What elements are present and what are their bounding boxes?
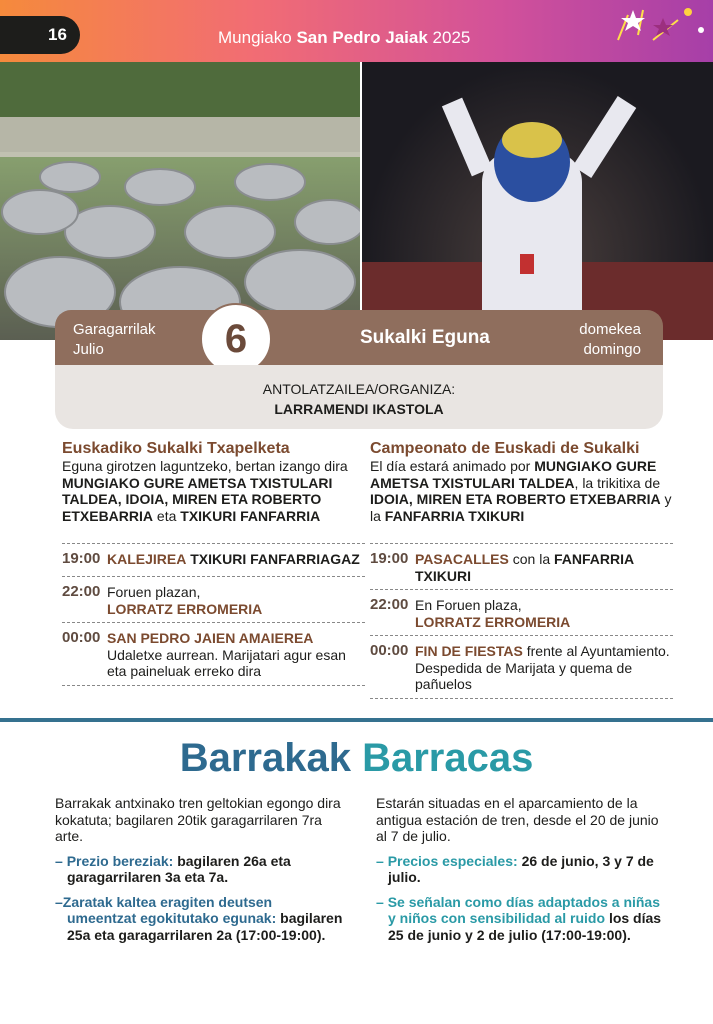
cooking-pots-illustration: [0, 62, 360, 340]
schedule-row: 00:00 SAN PEDRO JAIEN AMAIEREA Udaletxe aurrean. Marijatari agur esan eta paineluak erreko dira: [62, 622, 365, 686]
photo-mascot-on-stage: [362, 62, 713, 340]
schedule-spanish: [370, 543, 673, 699]
section-heading: Campeonato de Euskadi de Sukalki: [370, 440, 640, 457]
header-title: Mungiako San Pedro Jaiak 2025: [218, 28, 471, 47]
list-item: –Zaratak kaltea eragiten deutsen umeentzat egokitutako egunak: bagilaren 25a eta garagarrilaren 2a (17:00-19:00).: [55, 893, 343, 943]
program-basque: [62, 440, 365, 524]
schedule-row: 22:00 Foruen plazan, LORRATZ ERROMERIA: [62, 576, 365, 622]
page-number: 16: [0, 16, 80, 54]
header-bar: [0, 0, 713, 62]
barracas-title: Barrakak Barracas: [179, 736, 534, 780]
firework-star-icon: [593, 0, 713, 62]
schedule-row: 00:00 FIN DE FIESTAS frente al Ayuntamiento. Despedida de Marijata y quema de pañuelos: [370, 635, 673, 699]
schedule-basque: [62, 543, 365, 686]
list-item: – Precios especiales: 26 de junio, 3 y 7 de julio.: [376, 852, 654, 885]
list-item: – Se señalan como días adaptados a niñas y niños con sensibilidad al ruido los días 25 de junio y 2 de julio (17:00-19:00).: [376, 893, 662, 943]
weekday-label: domekea domingo: [579, 321, 641, 358]
barracas-intro: Estarán situadas en el aparcamiento de la antigua estación de tren, desde el 20 de junio al 7 de julio.: [376, 795, 659, 844]
intro-text: Eguna girotzen laguntzeko, bertan izango dira MUNGIAKO GURE AMETSA TXISTULARI TALDEA, IDOIA, MIREN ETA ROBERTO ETXEBARRIA eta TXIKURI FANFARRIA: [62, 458, 348, 524]
section-divider: [0, 718, 713, 722]
list-item: – Prezio bereziak: bagilaren 26a eta garagarrilaren 3a eta 7a.: [55, 852, 291, 885]
organizer-box: ANTOLATZAILEA/ORGANIZA: LARRAMENDI IKASTOLA: [55, 365, 663, 429]
program-spanish: [370, 440, 673, 524]
day-name: Sukalki Eguna: [360, 327, 490, 348]
day-number: 6: [200, 303, 272, 375]
section-heading: Euskadiko Sukalki Txapelketa: [62, 440, 290, 457]
event-band: [55, 310, 663, 365]
barracas-intro: Barrakak antxinako tren geltokian egongo dira kokatuta; bagilaren 20tik garagarrilaren 7ra arte.: [55, 795, 341, 844]
schedule-row: 22:00 En Foruen plaza, LORRATZ ERROMERIA: [370, 589, 673, 635]
barracas-spanish: [376, 795, 666, 951]
mascot-illustration: [362, 62, 713, 340]
month-label: Garagarrilak Julio: [73, 321, 156, 358]
schedule-row: 19:00 KALEJIREA TXIKURI FANFARRIAGAZ: [62, 543, 365, 576]
intro-text: El día estará animado por MUNGIAKO GURE AMETSA TXISTULARI TALDEA, la trikitixa de IDOIA, MIREN ETA ROBERTO ETXEBARRIA y la FANFARRIA TXIKURI: [370, 458, 672, 524]
barracas-basque: [55, 795, 345, 951]
photo-cooking-pots: [0, 62, 360, 340]
schedule-row: 19:00 PASACALLES con la FANFARRIA TXIKURI: [370, 543, 673, 589]
